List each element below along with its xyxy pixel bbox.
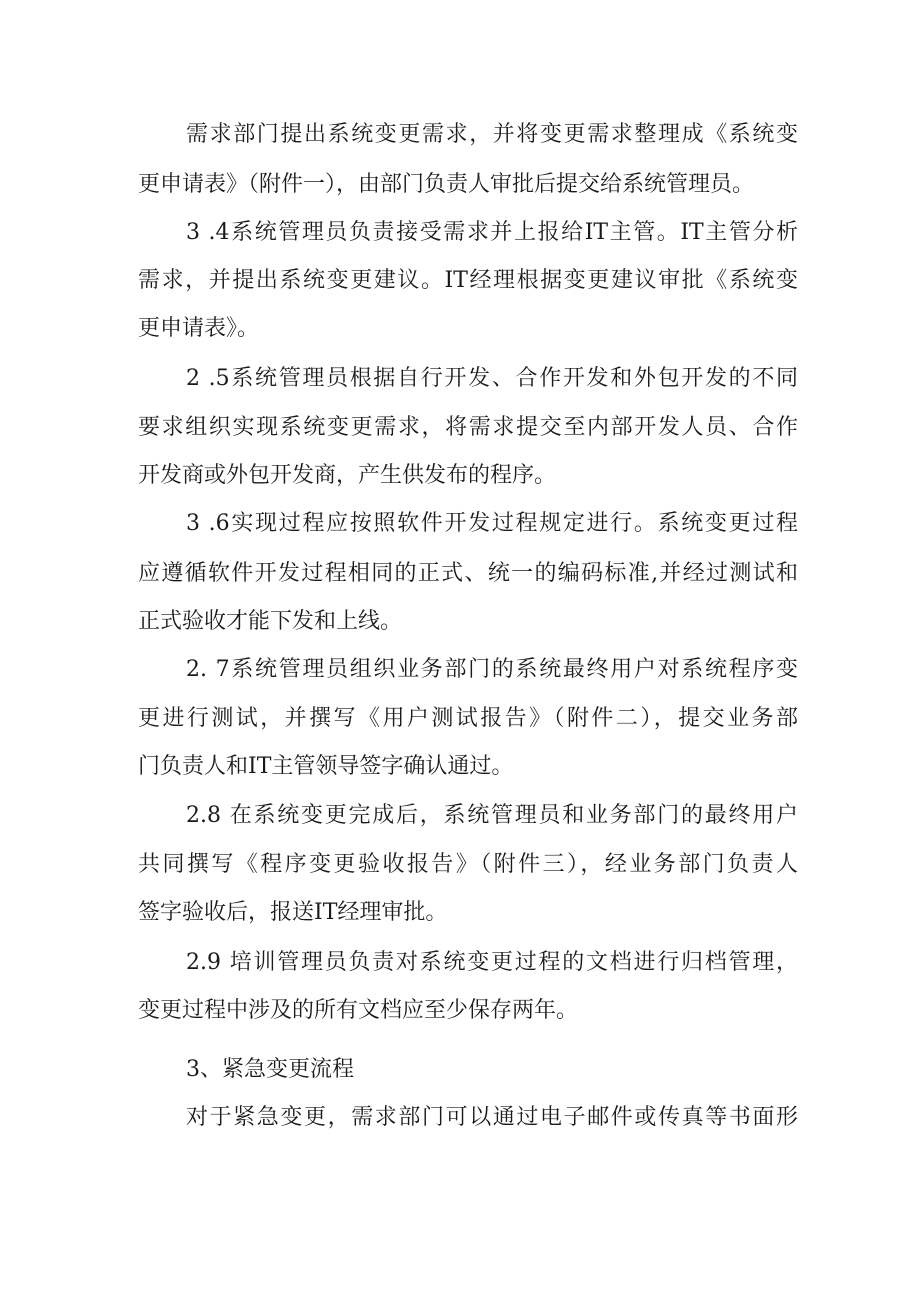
section-heading: 3、紧急变更流程 [186,1057,354,1082]
paragraph-line: 对于紧急变更，需求部门可以通过电子邮件或传真等书面形 [186,1105,798,1130]
paragraph-line: 要求组织实现系统变更需求，将需求提交至内部开发人员、合作 [138,415,798,440]
paragraph-line: 2.8 在系统变更完成后，系统管理员和业务部门的最终用户 [186,803,798,828]
paragraph-line: 更进行测试，并撰写《用户测试报告》（附件二），提交业务部 [138,706,798,731]
paragraph-line: 更申请表》。 [138,316,260,341]
paragraph-line: 变更过程中涉及的所有文档应至少保存两年。 [138,998,579,1023]
paragraph-line: 需求，并提出系统变更建议。IT经理根据变更建议审批《系统变 [138,268,798,293]
paragraph-line: 应遵循软件开发过程相同的正式、统一的编码标准,并经过测试和 [138,561,798,586]
paragraph-line: 2. 7系统管理员组织业务部门的系统最终用户对系统程序变 [186,657,798,682]
paragraph-line: 3 .6实现过程应按照软件开发过程规定进行。系统变更过程 [186,511,798,536]
paragraph-line: 更申请表》（附件一），由部门负责人审批后提交给系统管理员。 [138,172,755,197]
paragraph-line: 正式验收才能下发和上线。 [138,609,403,634]
paragraph-line: 签字验收后，报送IT经理审批。 [138,900,448,925]
paragraph-line: 3 .4系统管理员负责接受需求并上报给IT主管。IT主管分析 [186,220,798,245]
paragraph-line: 门负责人和IT主管领导签字确认通过。 [138,754,514,779]
paragraph-line: 2.9 培训管理员负责对系统变更过程的文档进行归档管理， [186,950,798,975]
paragraph-line: 2 .5系统管理员根据自行开发、合作开发和外包开发的不同 [186,366,798,391]
paragraph-line: 需求部门提出系统变更需求，并将变更需求整理成《系统变 [186,122,798,147]
paragraph-line: 开发商或外包开发商，产生供发布的程序。 [138,463,557,488]
paragraph-line: 共同撰写《程序变更验收报告》（附件三），经业务部门负责人 [138,852,798,877]
